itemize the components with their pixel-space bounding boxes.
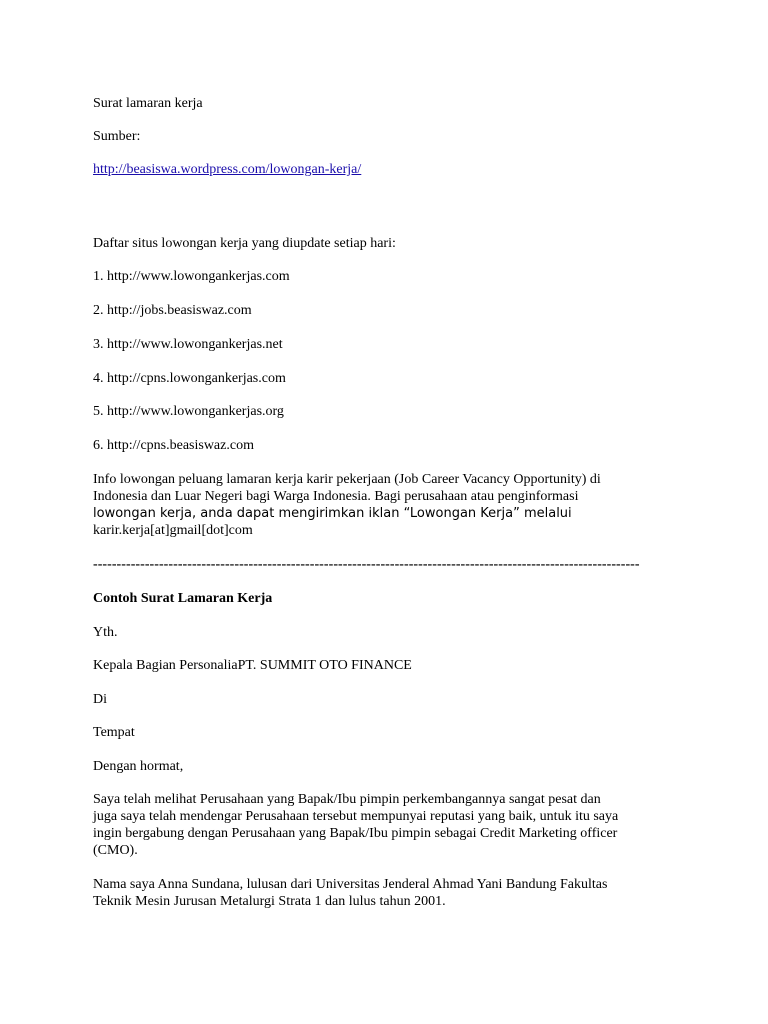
separator-line: -------------------------------------------------------------------------------------------------------------------- [93, 557, 640, 572]
site-list-item: 3. http://www.lowongankerjas.net [93, 337, 283, 352]
paragraph-line: Nama saya Anna Sundana, lulusan dari Universitas Jenderal Ahmad Yani Bandung Fakultas [93, 877, 608, 892]
site-list-item: 2. http://jobs.beasiswaz.com [93, 303, 252, 318]
site-list-item: 5. http://www.lowongankerjas.org [93, 404, 284, 419]
info-line: Info lowongan peluang lamaran kerja karir pekerjaan (Job Career Vacancy Opportunity) di [93, 472, 601, 487]
site-list-intro: Daftar situs lowongan kerja yang diupdate setiap hari: [93, 236, 396, 251]
document-title-line: Surat lamaran kerja [93, 96, 203, 111]
recipient-place: Tempat [93, 725, 135, 740]
site-list-item: 1. http://www.lowongankerjas.com [93, 269, 290, 284]
letter-paragraph-1 [93, 791, 618, 859]
source-label: Sumber: [93, 129, 141, 144]
recipient-di: Di [93, 692, 107, 707]
info-line: karir.kerja[at]gmail[dot]com [93, 523, 253, 538]
salutation: Yth. [93, 625, 118, 640]
info-line: Indonesia dan Luar Negeri bagi Warga Indonesia. Bagi perusahaan atau penginformasi [93, 489, 579, 504]
sample-letter-heading: Contoh Surat Lamaran Kerja [93, 591, 273, 606]
info-line: lowongan kerja, anda dapat mengirimkan iklan “Lowongan Kerja” melalui [93, 506, 572, 521]
recipient-line: Kepala Bagian PersonaliaPT. SUMMIT OTO FINANCE [93, 658, 412, 673]
site-list-item: 6. http://cpns.beasiswaz.com [93, 438, 254, 453]
greeting: Dengan hormat, [93, 759, 184, 774]
source-link[interactable]: http://beasiswa.wordpress.com/lowongan-kerja/ [93, 162, 362, 177]
paragraph-line: Teknik Mesin Jurusan Metalurgi Strata 1 dan lulus tahun 2001. [93, 894, 446, 909]
paragraph-line: ingin bergabung dengan Perusahaan yang Bapak/Ibu pimpin sebagai Credit Marketing officer [93, 826, 618, 841]
site-list-item: 4. http://cpns.lowongankerjas.com [93, 371, 286, 386]
info-paragraph [93, 471, 601, 539]
paragraph-line: Saya telah melihat Perusahaan yang Bapak/Ibu pimpin perkembangannya sangat pesat dan [93, 792, 601, 807]
paragraph-line: (CMO). [93, 843, 138, 858]
paragraph-line: juga saya telah mendengar Perusahaan tersebut mempunyai reputasi yang baik, untuk itu saya [93, 809, 619, 824]
letter-paragraph-2 [93, 876, 607, 910]
